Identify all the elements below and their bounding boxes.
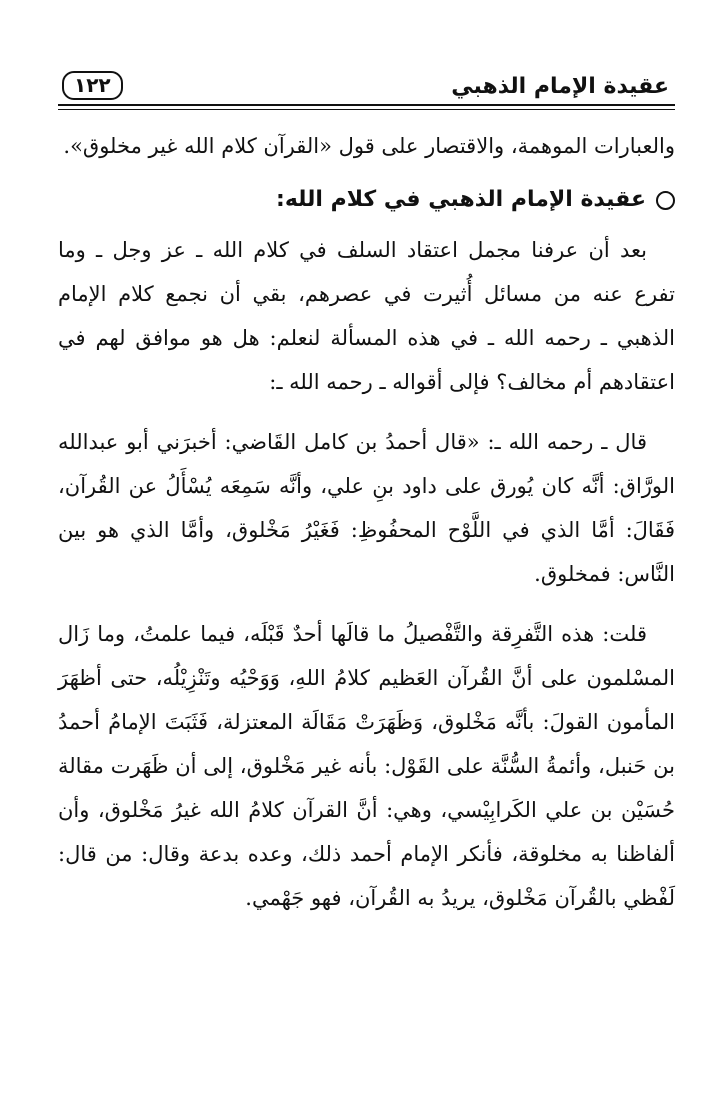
paragraph-gap [58,596,675,612]
page-body [58,124,675,920]
circle-bullet-icon [656,191,675,210]
commentary-paragraph: قلت: هذه التَّفرِقة والتَّفْصيلُ ما قالَها أحدٌ قَبْلَه، فيما علمتُ، وما زَال المسْلمون على أنَّ القُرآن العَظيم كلامُ اللهِ، وَوَحْيُه وتَنْزِيْلُه، حتى أظهَرَ المأمون القولَ: بأنَّه مَخْلوق، وَظَهَرَتْ مَقَالَة المعتزلة، فَثَبَتَ الإمامُ أحمدُ بن حَنبل، وأئمةُ السُّنَّة على القَوْل: بأنه غير مَخْلوق، إلى أن ظَهَرت مقالة حُسَيْن بن علي الكَرابِيْسي، وهي: أنَّ القرآن كلامُ الله غيرُ مَخْلوق، وأن ألفاظنا به مخلوقة، فأنكر الإمام أحمد ذلك، وعده بدعة وقال: من قال: لَفْظي بالقُرآن مَخْلوق، يريدُ به القُرآن، فهو جَهْمي. [58,622,675,910]
header-rule-thin [58,109,675,110]
body-paragraph: بعد أن عرفنا مجمل اعتقاد السلف في كلام الله ـ عز وجل ـ وما تفرع عنه من مسائل أُثيرت في عصرهم، بقي أن نجمع كلام الإمام الذهبي ـ رحمه الله ـ في هذه المسألة لنعلم: هل هو موافق لهم في اعتقادهم أم مخالف؟ فإلى أقواله ـ رحمه الله ـ: [58,238,675,394]
paragraph-gap [58,404,675,420]
section-heading-text: عقيدة الإمام الذهبي في كلام الله: [276,187,646,212]
header-title: عقيدة الإمام الذهبي [451,74,669,99]
intro-paragraph: والعبارات الموهمة، والاقتصار على قول «القرآن كلام الله غير مخلوق». [63,134,675,158]
quote-paragraph: قال ـ رحمه الله ـ: «قال أحمدُ بن كامل القَاضي: أخبرَني أبو عبدالله الورَّاق: أنَّه كان يُورق على داود بنِ علي، وأنَّه سَمِعَه يُسْأَلُ عن القُرآن، فَقَالَ: أمَّا الذي في اللَّوْح المحفُوظِ: فَغَيْرُ مَخْلوق، وأمَّا الذي هو بين النَّاس: فمخلوق. [58,430,675,586]
book-page [58,62,675,1062]
page-number: ١٢٢ [62,71,123,100]
running-header [58,62,675,106]
header-rule [58,104,675,106]
section-heading [58,178,675,222]
